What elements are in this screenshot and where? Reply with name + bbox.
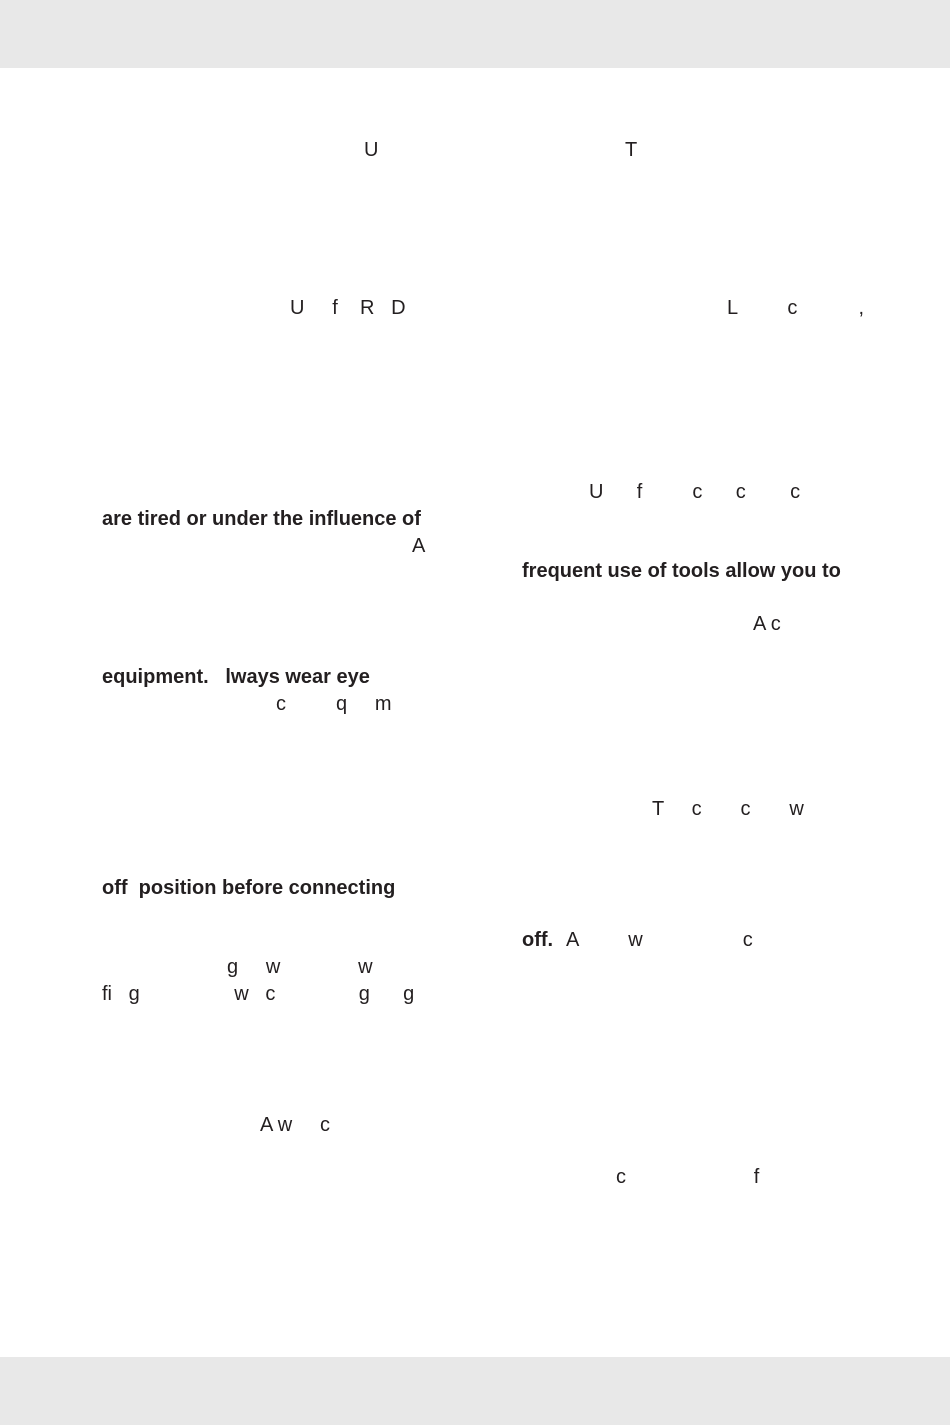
top-band [0, 0, 950, 68]
text-fragment-14: frequent use of tools allow you to [522, 560, 841, 582]
text-fragment-10: A w c [260, 1114, 331, 1136]
text-fragment-6: c q m [276, 693, 392, 715]
text-fragment-13: U f c c c [589, 481, 801, 503]
text-fragment-7: off position before connecting [102, 877, 396, 899]
text-fragment-8: g w w [227, 956, 373, 978]
text-fragment-16: T c c w [652, 798, 804, 820]
text-fragment-9: fi g w c g g [102, 983, 415, 1005]
text-fragment-18: A w c [566, 929, 753, 951]
bottom-band [0, 1357, 950, 1425]
text-fragment-5: equipment. lways wear eye [102, 666, 370, 688]
text-fragment-19: c f [616, 1166, 760, 1188]
text-fragment-17: off. [522, 929, 554, 951]
text-fragment-11: T [625, 139, 638, 161]
text-fragment-15: A c [753, 613, 781, 635]
text-fragment-2: U f R D [290, 297, 406, 319]
text-fragment-4: A [412, 535, 426, 557]
text-fragment-12: L c , [727, 297, 865, 319]
text-fragment-3: are tired or under the influence of [102, 508, 421, 530]
document-page [0, 68, 950, 1357]
text-fragment-1: U [364, 139, 379, 161]
